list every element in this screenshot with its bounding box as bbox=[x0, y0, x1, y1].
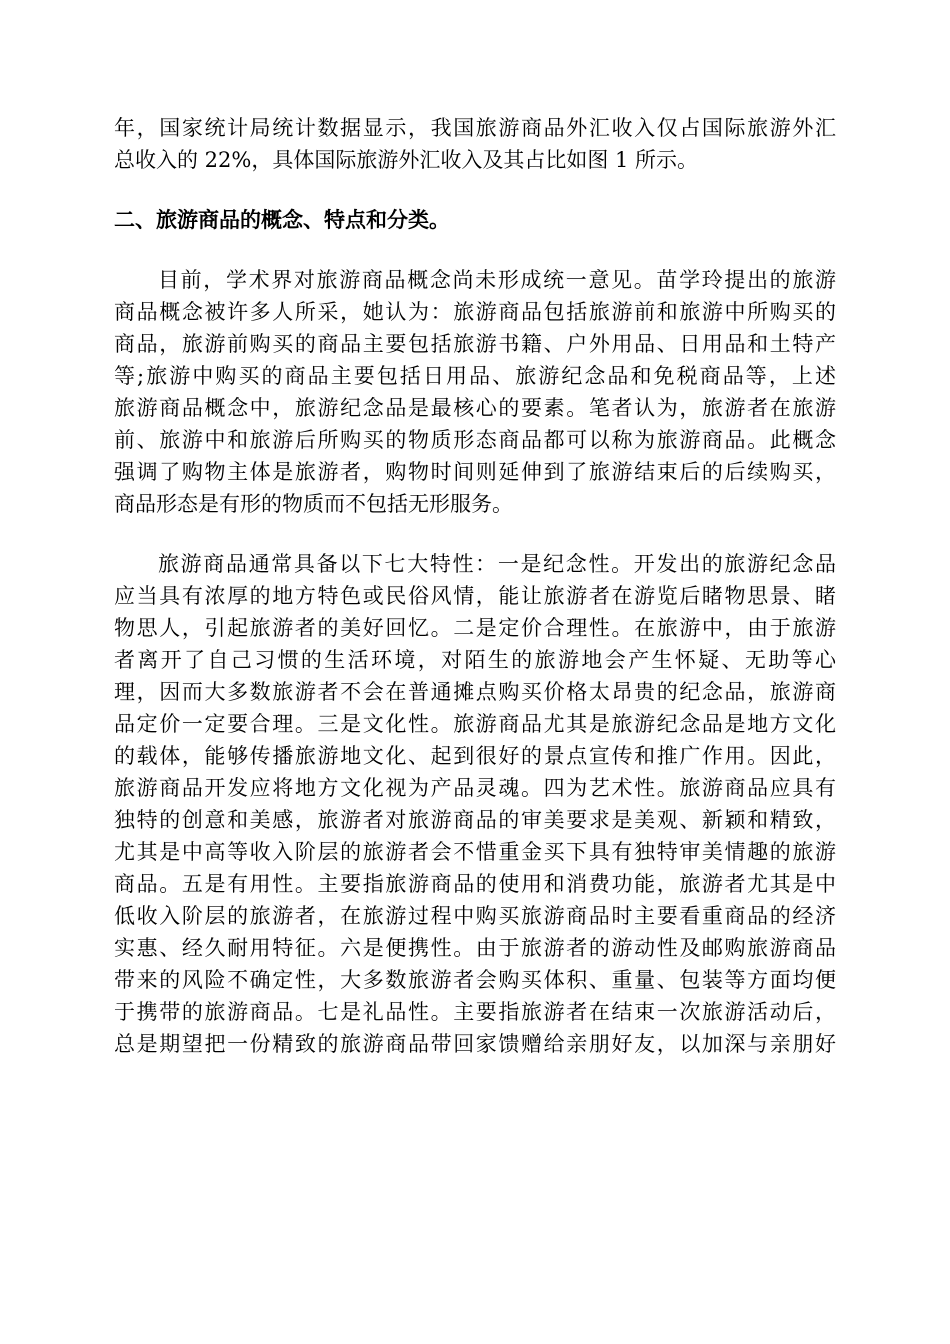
features-paragraph bbox=[114, 548, 836, 1060]
text-line: 总是期望把一份精致的旅游商品带回家馈赠给亲朋好友，以加深与亲朋好 bbox=[114, 1032, 836, 1056]
paragraph-spacer bbox=[114, 520, 836, 548]
text-line: 前、旅游中和旅游后所购买的物质形态商品都可以称为旅游商品。此概念 bbox=[114, 428, 836, 452]
section-heading: 二、旅游商品的概念、特点和分类。 bbox=[114, 207, 450, 232]
text-line: 商品概念被许多人所采，她认为：旅游商品包括旅游前和旅游中所购买的 bbox=[114, 300, 836, 324]
text-line: 物思人，引起旅游者的美好回忆。二是定价合理性。在旅游中，由于旅游 bbox=[114, 616, 836, 640]
text-line: 旅游商品概念中，旅游纪念品是最核心的要素。笔者认为，旅游者在旅游 bbox=[114, 396, 836, 420]
document-page bbox=[114, 112, 836, 1060]
text-line: 独特的创意和美感，旅游者对旅游商品的审美要求是美观、新颖和精致， bbox=[114, 808, 836, 832]
text-line: 实惠、经久耐用特征。六是便携性。由于旅游者的游动性及邮购旅游商品 bbox=[114, 936, 836, 960]
text-line: 总收入的 22%，具体国际旅游外汇收入及其占比如图 1 所示。 bbox=[114, 148, 699, 172]
text-line: 低收入阶层的旅游者，在旅游过程中购买旅游商品时主要看重商品的经济 bbox=[114, 904, 836, 928]
text-line: 目前，学术界对旅游商品概念尚未形成统一意见。苗学玲提出的旅游 bbox=[158, 268, 836, 292]
text-line: 商品形态是有形的物质而不包括无形服务。 bbox=[114, 492, 513, 516]
text-line: 应当具有浓厚的地方特色或民俗风情，能让旅游者在游览后睹物思景、睹 bbox=[114, 584, 836, 608]
text-line: 强调了购物主体是旅游者，购物时间则延伸到了旅游结束后的后续购买， bbox=[114, 460, 836, 484]
text-line: 等;旅游中购买的商品主要包括日用品、旅游纪念品和免税商品等，上述 bbox=[114, 364, 836, 388]
intro-paragraph bbox=[114, 112, 836, 176]
text-line: 旅游商品开发应将地方文化视为产品灵魂。四为艺术性。旅游商品应具有 bbox=[114, 776, 836, 800]
concept-paragraph bbox=[114, 264, 836, 520]
text-line: 商品。五是有用性。主要指旅游商品的使用和消费功能，旅游者尤其是中 bbox=[114, 872, 836, 896]
text-line: 者离开了自己习惯的生活环境，对陌生的旅游地会产生怀疑、无助等心 bbox=[114, 648, 836, 672]
text-line: 的载体，能够传播旅游地文化、起到很好的景点宣传和推广作用。因此， bbox=[114, 744, 836, 768]
text-line: 理，因而大多数旅游者不会在普通摊点购买价格太昂贵的纪念品，旅游商 bbox=[114, 680, 836, 704]
text-line: 于携带的旅游商品。七是礼品性。主要指旅游者在结束一次旅游活动后， bbox=[114, 1000, 836, 1024]
text-line: 年，国家统计局统计数据显示，我国旅游商品外汇收入仅占国际旅游外汇 bbox=[114, 116, 836, 140]
text-line: 带来的风险不确定性，大多数旅游者会购买体积、重量、包装等方面均便 bbox=[114, 968, 836, 992]
text-line: 商品，旅游前购买的商品主要包括旅游书籍、户外用品、日用品和土特产 bbox=[114, 332, 836, 356]
text-line: 旅游商品通常具备以下七大特性：一是纪念性。开发出的旅游纪念品 bbox=[158, 552, 836, 576]
text-line: 品定价一定要合理。三是文化性。旅游商品尤其是旅游纪念品是地方文化 bbox=[114, 712, 836, 736]
text-line: 尤其是中高等收入阶层的旅游者会不惜重金买下具有独特审美情趣的旅游 bbox=[114, 840, 836, 864]
